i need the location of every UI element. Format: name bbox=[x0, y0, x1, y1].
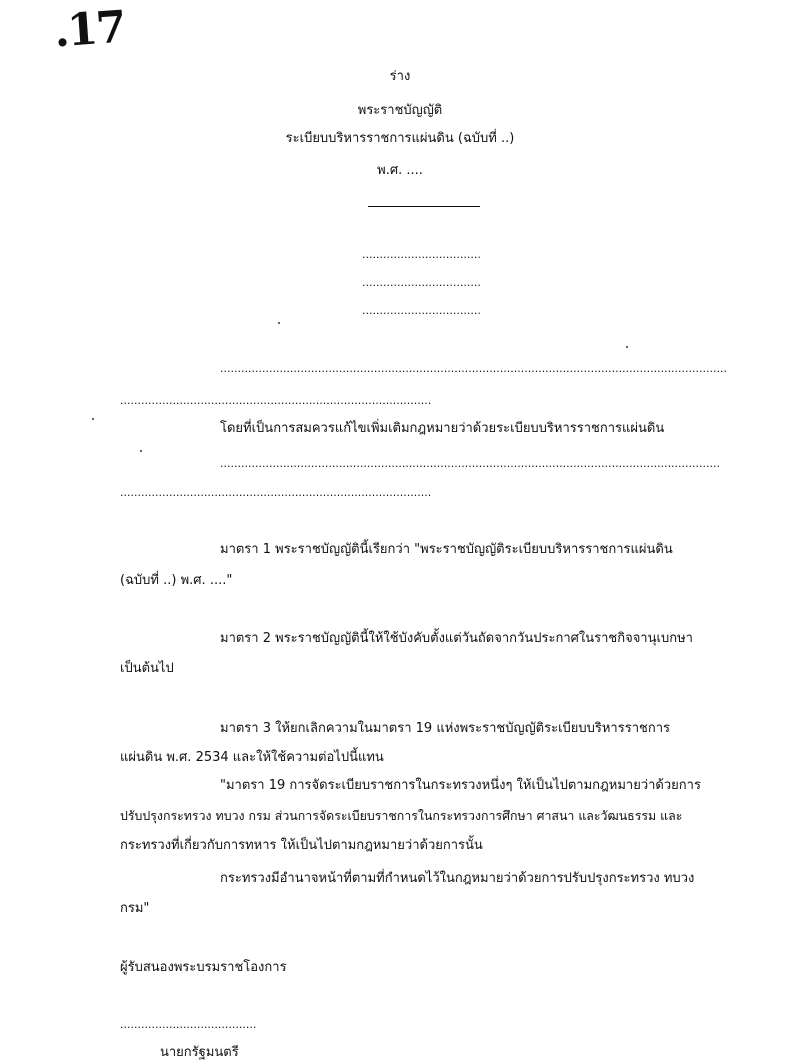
act-heading: พระราชบัญญัติ bbox=[357, 103, 443, 118]
section3-quote-line5: กรม" bbox=[120, 901, 150, 916]
placeholder-line-2: .................................. bbox=[362, 276, 481, 289]
scan-speck bbox=[278, 322, 280, 324]
section3-line2: แผ่นดิน พ.ศ. 2534 และให้ใช้ความต่อไปนี้แทน bbox=[120, 750, 384, 765]
placeholder-long-2: ......................................................................................... bbox=[120, 394, 432, 407]
section3-quote-line3: กระทรวงที่เกี่ยวกับการทหาร ให้เป็นไปตามกฎหมายว่าด้วยการนั้น bbox=[120, 838, 483, 853]
handwritten-page-number: .17 bbox=[52, 1, 127, 58]
scan-speck bbox=[140, 450, 142, 452]
placeholder-line-1: .................................. bbox=[362, 248, 481, 261]
act-title: ระเบียบบริหารราชการแผ่นดิน (ฉบับที่ ..) bbox=[285, 131, 515, 146]
placeholder-long-3: ............................................................................................................................................... bbox=[220, 457, 721, 470]
placeholder-line-3: .................................. bbox=[362, 304, 481, 317]
section1-line1: มาตรา 1 พระราชบัญญัตินี้เรียกว่า "พระราชบัญญัติระเบียบบริหารราชการแผ่นดิน bbox=[220, 542, 673, 557]
countersign-label: ผู้รับสนองพระบรมราชโองการ bbox=[120, 960, 287, 975]
act-year: พ.ศ. .... bbox=[377, 163, 423, 178]
scan-speck bbox=[626, 346, 628, 348]
section2-line2: เป็นต้นไป bbox=[120, 661, 174, 676]
section3-quote-line2: ปรับปรุงกระทรวง ทบวง กรม ส่วนการจัดระเบียบราชการในกระทรวงการศึกษา ศาสนา และวัฒนธรรม และ bbox=[120, 808, 683, 823]
section3-quote-line4: กระทรวงมีอำนาจหน้าที่ตามที่กำหนดไว้ในกฎหมายว่าด้วยการปรับปรุงกระทรวง ทบวง bbox=[220, 871, 695, 886]
section3-quote-line1: "มาตรา 19 การจัดระเบียบราชการในกระทรวงหนึ่งๆ ให้เป็นไปตามกฎหมายว่าด้วยการ bbox=[220, 778, 701, 793]
placeholder-long-4: ......................................................................................... bbox=[120, 486, 432, 499]
preamble-text: โดยที่เป็นการสมควรแก้ไขเพิ่มเติมกฎหมายว่าด้วยระเบียบบริหารราชการแผ่นดิน bbox=[220, 421, 665, 436]
signature-line: ....................................... bbox=[120, 1018, 257, 1031]
title-divider bbox=[368, 206, 480, 207]
section3-line1: มาตรา 3 ให้ยกเลิกความในมาตรา 19 แห่งพระราชบัญญัติระเบียบบริหารราชการ bbox=[220, 721, 670, 736]
draft-label: ร่าง bbox=[389, 69, 411, 84]
section2-line1: มาตรา 2 พระราชบัญญัตินี้ให้ใช้บังคับตั้งแต่วันถัดจากวันประกาศในราชกิจจานุเบกษา bbox=[220, 631, 693, 646]
placeholder-long-1: ................................................................................................................................................. bbox=[220, 362, 728, 375]
section1-line2: (ฉบับที่ ..) พ.ศ. ...." bbox=[120, 573, 233, 588]
prime-minister-title: นายกรัฐมนตรี bbox=[160, 1045, 239, 1060]
scan-speck bbox=[92, 418, 94, 420]
